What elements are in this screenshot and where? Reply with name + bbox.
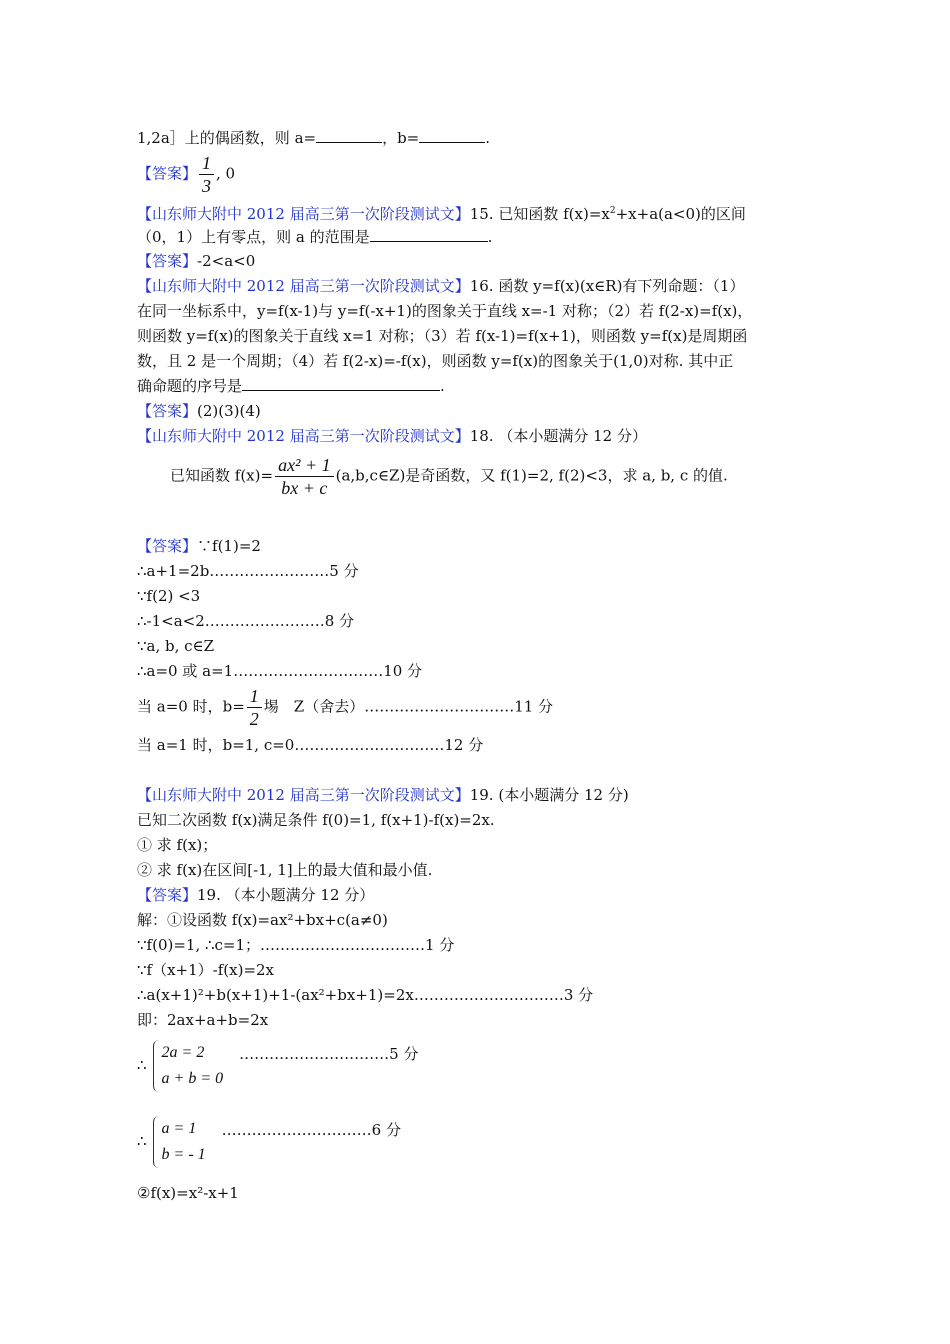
question-16-line5: 确命题的序号是 . [137, 377, 445, 395]
answer-19-line3: ∵f（x+1）-f(x)=2x [137, 961, 275, 979]
answer-14: 【答案】 $\frac{1}{3}$ , 0 [137, 153, 236, 196]
equation-system-2: ∴ a = 1 b = - 1 …………………………6 分 [137, 1116, 401, 1168]
answer-18-line5: ∵a, b, c∈Z [137, 637, 215, 655]
answer-19-final: ②f(x)=x²-x+1 [137, 1184, 239, 1202]
answer-15: 【答案】-2<a<0 [137, 252, 256, 270]
answer-18-line4: ∴-1<a<2……………………8 分 [137, 612, 355, 630]
answer-19-line1: 解：①设函数 f(x)=ax²+bx+c(a≠0) [137, 911, 388, 929]
question-19-line2: ① 求 f(x)； [137, 836, 218, 854]
blank-15 [370, 227, 488, 242]
question-18-body: 已知函数 f(x)= $\frac{\text{ax² + 1}}{bx + c}$ (a,b,c∈Z)是奇函数，又 f(1)=2, f(2)<3，求 a, b, c 的值. [170, 455, 728, 498]
question-16-line3: 则函数 y=f(x)的图象关于直线 x=1 对称；（3）若 f(x-1)=f(x+1)，则函数 y=f(x)是周期函 [137, 327, 748, 345]
blank-16 [242, 376, 440, 391]
equation-system-1: ∴ 2a = 2 a + b = 0 …………………………5 分 [137, 1040, 418, 1092]
answer-18-line2: ∴a+1=2b……………………5 分 [137, 562, 359, 580]
question-19: 【山东师大附中 2012 届高三第一次阶段测试文】19. (本小题满分 12 分) [137, 786, 629, 804]
answer-19-line5: 即：2ax+a+b=2x [137, 1011, 269, 1029]
system-brace-1: 2a = 2 a + b = 0 [153, 1040, 224, 1092]
question-15-line2: （0，1）上有零点，则 a 的范围是 . [137, 228, 493, 246]
answer-16: 【答案】(2)(3)(4) [137, 402, 261, 420]
answer-18-line8: 当 a=1 时，b=1, c=0…………………………12 分 [137, 736, 484, 754]
question-18: 【山东师大附中 2012 届高三第一次阶段测试文】18. （本小题满分 12 分） [137, 427, 647, 445]
line-prev-question: 1,2a］上的偶函数，则 a= ，b= . [137, 129, 491, 147]
question-19-line3: ② 求 f(x)在区间[-1, 1]上的最大值和最小值. [137, 861, 433, 879]
fraction-one-half: $\frac{1}{2}$ [247, 685, 262, 730]
question-16-line4: 数，且 2 是一个周期；（4）若 f(2-x)=-f(x)，则函数 y=f(x)的图象关于(1,0)对称. 其中正 [137, 352, 734, 370]
answer-18-line6: ∴a=0 或 a=1…………………………10 分 [137, 662, 423, 680]
answer-19-line4: ∴a(x+1)²+b(x+1)+1-(ax²+bx+1)=2x…………………………3 分 [137, 986, 594, 1004]
blank-b [419, 128, 485, 143]
answer-18-line7: 当 a=0 时，b= $\frac{1}{2}$ 埸 Z（舍去）…………………………11 分 [137, 686, 554, 729]
answer-19-line2: ∵f(0)=1, ∴c=1；……………………………1 分 [137, 936, 455, 954]
question-15: 【山东师大附中 2012 届高三第一次阶段测试文】15. 已知函数 $f(x)=x^2+x+a(a<0)$的区间 [137, 205, 746, 223]
answer-18-line3: ∵f(2) <3 [137, 587, 201, 605]
blank-a [316, 128, 382, 143]
answer-18-line1: 【答案】∵f(1)=2 [137, 537, 261, 555]
fraction-function: $\frac{\text{ax² + 1}}{bx + c}$ [275, 454, 334, 499]
question-19-line1: 已知二次函数 f(x)满足条件 f(0)=1, f(x+1)-f(x)=2x. [137, 811, 495, 829]
answer-19-title: 【答案】19. （本小题满分 12 分） [137, 886, 375, 904]
system-brace-2: a = 1 b = - 1 [153, 1116, 206, 1168]
fraction-one-third: $\frac{1}{3}$ [199, 152, 214, 197]
question-16: 【山东师大附中 2012 届高三第一次阶段测试文】16. 函数 y=f(x)(x∈R)有下列命题：（1） [137, 277, 745, 295]
question-16-line2: 在同一坐标系中，y=f(x-1)与 y=f(-x+1)的图象关于直线 x=-1 对称；（2）若 f(2-x)=f(x)， [137, 302, 753, 320]
